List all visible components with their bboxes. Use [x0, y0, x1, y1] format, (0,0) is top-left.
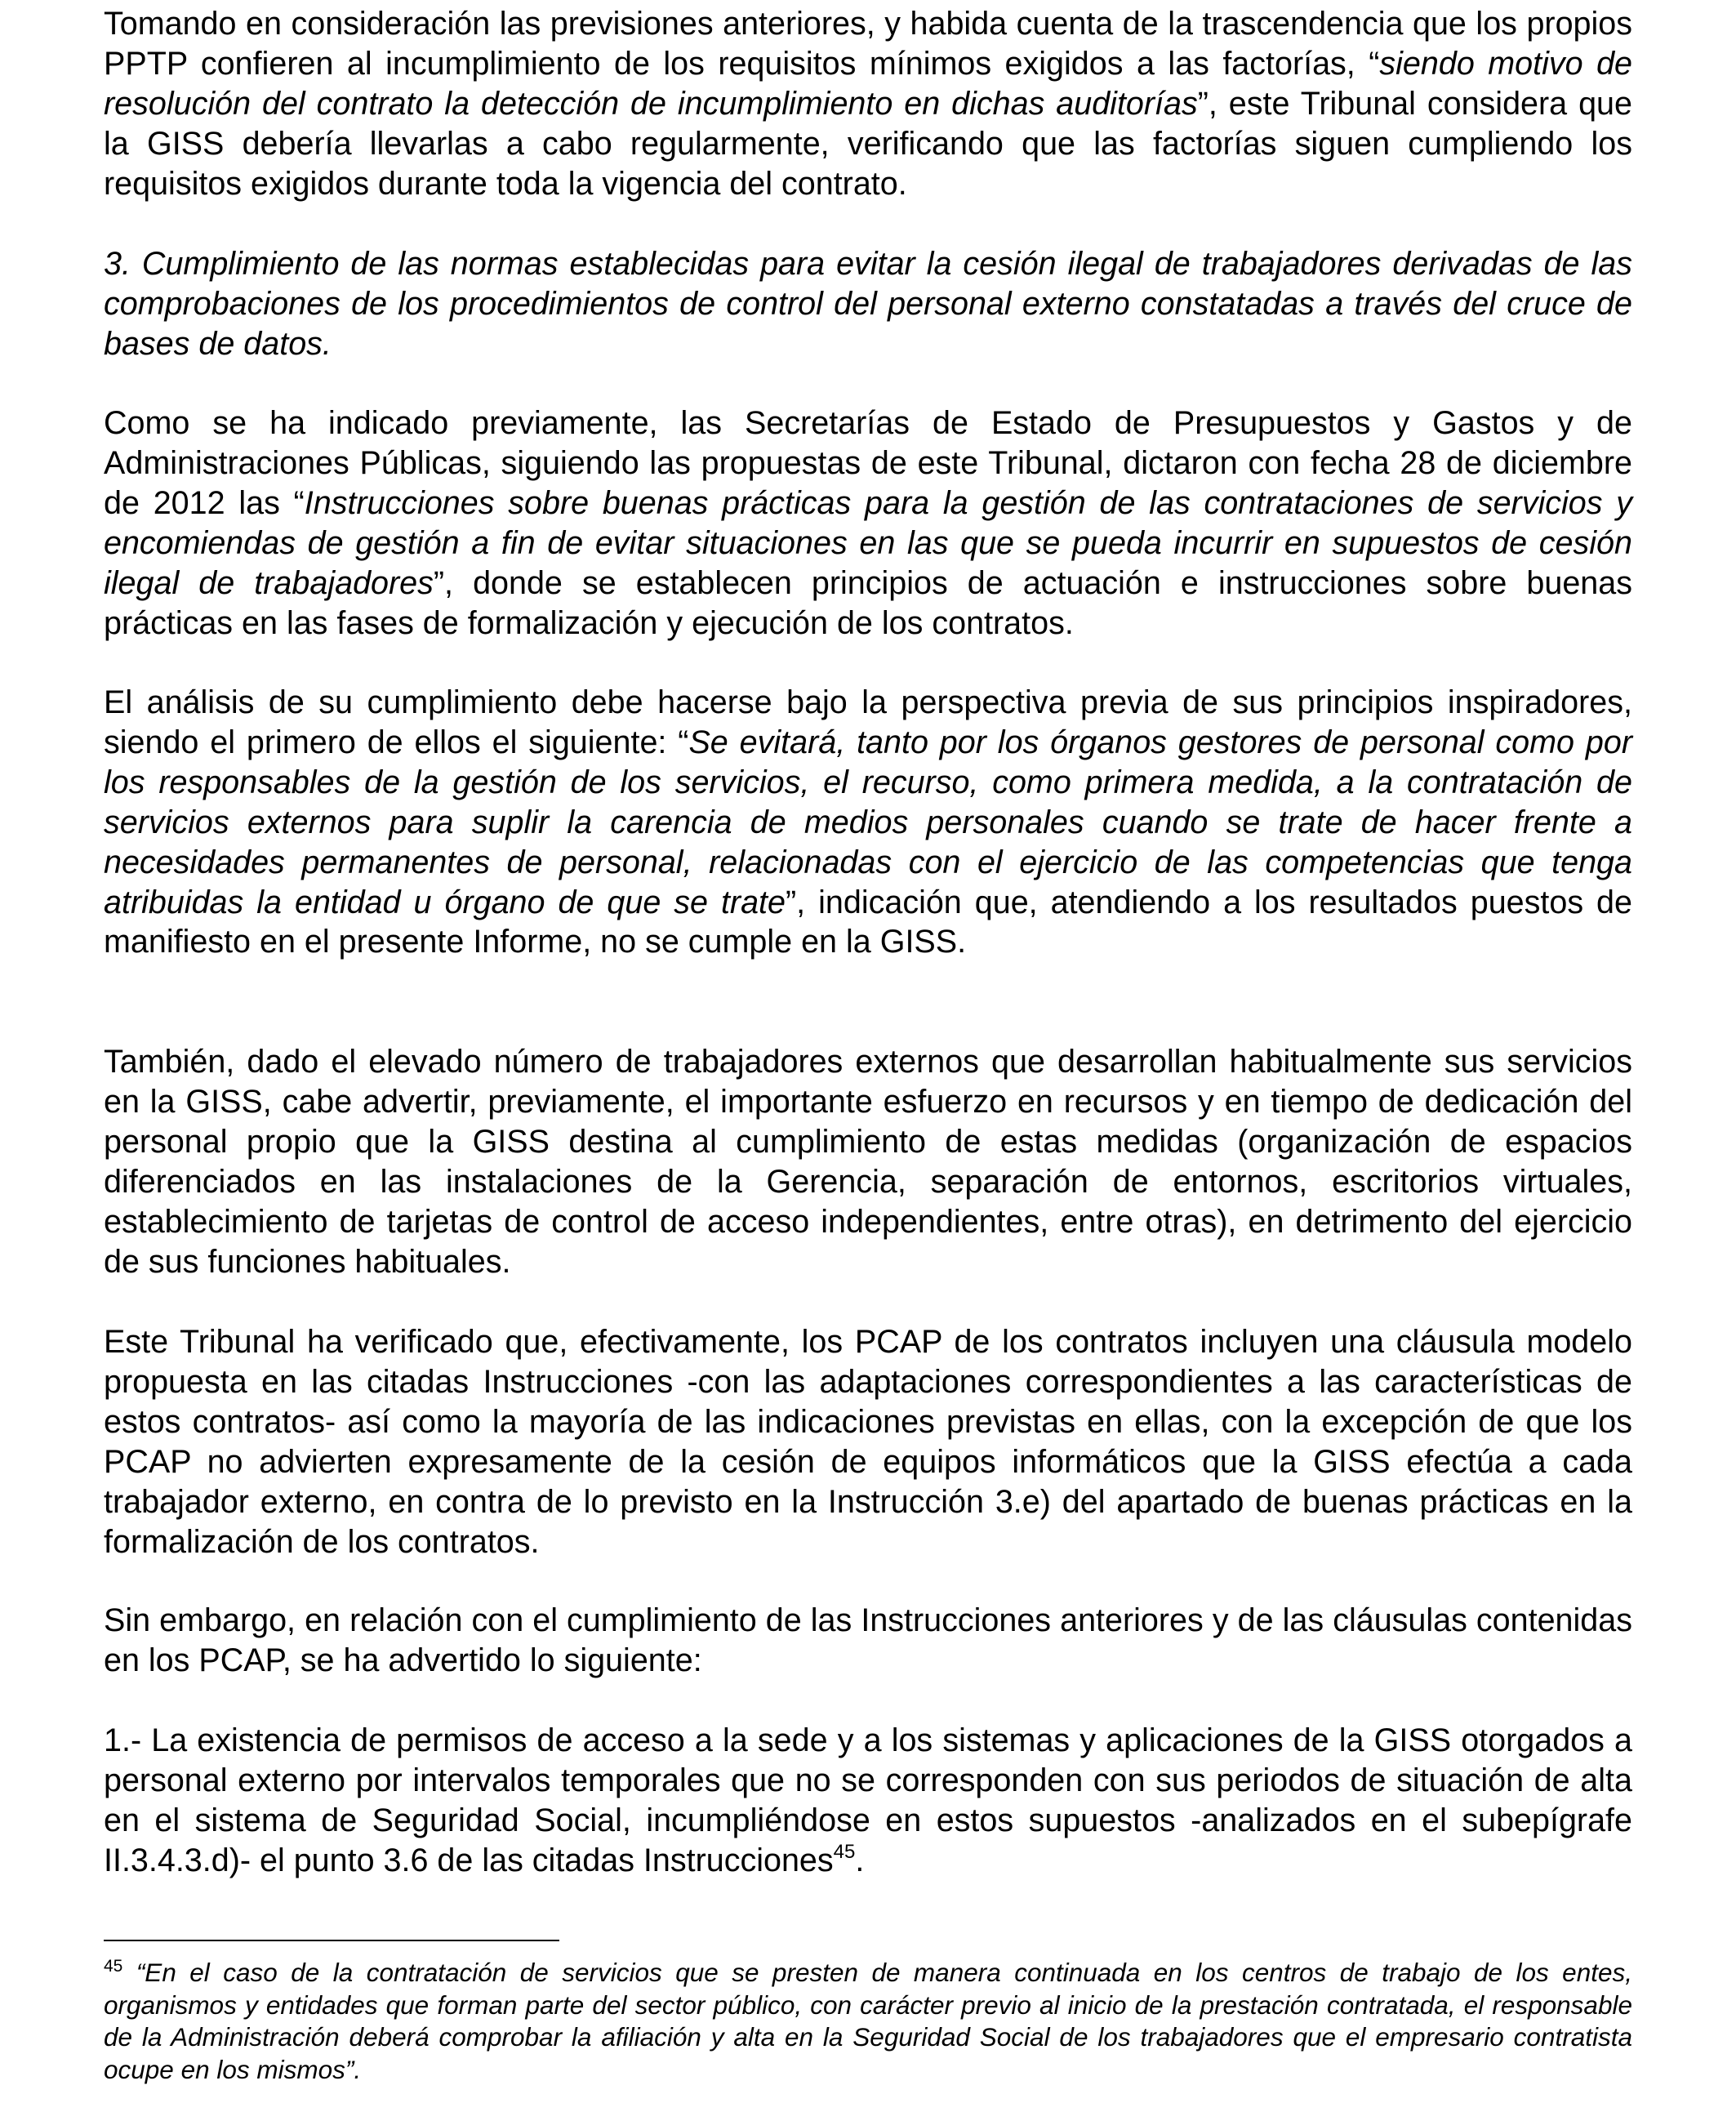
- paragraph-audits: [104, 4, 1632, 204]
- quoted-text: Se evitará, tanto por los órganos gestores de personal como por los responsables de la gestión de los servicios, el recurso, como primera medida, a la contratación de servicios externos para suplir la carencia de medios personales cuando se trate de hacer frente a necesidades permanentes de personal, relacionadas con el ejercicio de las competencias que tenga atribuidas la entidad u órgano de que se trate: [104, 724, 1633, 920]
- footnote-text: “En el caso de la contratación de servicios que se presten de manera continuada en los centros de trabajo de los entes, organismos y entidades que forman parte del sector público, con carácter previo al inicio de la prestación contratada, el responsable de la Administración deberá comprobar la afiliación y alta en la Seguridad Social de los trabajadores que el empresario contratista ocupe en los mismos”.: [104, 1958, 1632, 2084]
- paragraph-text: Tomando en consideración las previsiones anteriores, y habida cuenta de la trascendencia que los propios PPTP confieren al incumplimiento de los requisitos mínimos exigidos a las factorías, “: [104, 6, 1632, 82]
- paragraph-text: ”, este Tribunal considera que la GISS debería llevarlas a cabo regularmente, verificando que las factorías siguen cumpliendo los requisitos exigidos durante toda la vigencia del contrato.: [104, 85, 1632, 202]
- paragraph-text: 1.- La existencia de permisos de acceso a la sede y a los sistemas y aplicaciones de la GISS otorgados a personal externo por intervalos temporales que no se corresponden con sus periodos de situación de alta en el sistema de Seguridad Social, incumpliéndose en estos supuestos -analizados en el subepígrafe II.3.4.3.d)- el punto 3.6 de las citadas Instrucciones: [104, 1722, 1632, 1878]
- paragraph-text: Como se ha indicado previamente, las Secretarías de Estado de Presupuestos y Gastos y de Administraciones Públicas, siguiendo las propuestas de este Tribunal, dictaron con fecha 28 de diciembre de 2012 las “: [104, 405, 1632, 521]
- paragraph-external-workers: [104, 1042, 1632, 1281]
- footnote-number: 45: [104, 1957, 123, 1976]
- paragraph-instructions: [104, 403, 1632, 643]
- footnote-reference[interactable]: 45: [833, 1840, 856, 1863]
- paragraph-pcap-verification: [104, 1322, 1632, 1562]
- paragraph-finding-1: [104, 1721, 1632, 1881]
- paragraph-text: Sin embargo, en relación con el cumplimiento de las Instrucciones anteriores y de las cláusulas contenidas en los PCAP, se ha advertido lo siguiente:: [104, 1602, 1632, 1678]
- paragraph-text: Este Tribunal ha verificado que, efectivamente, los PCAP de los contratos incluyen una cláusula modelo propuesta en las citadas Instrucciones -con las adaptaciones correspondientes a las características de estos contratos- así como la mayoría de las indicaciones previstas en ellas, con la excepción de que los PCAP no advierten expresamente de la cesión de equipos informáticos que la GISS efectúa a cada trabajador externo, en contra de lo previsto en la Instrucción 3.e) del apartado de buenas prácticas en la formalización de los contratos.: [104, 1324, 1632, 1560]
- paragraph-analysis: [104, 683, 1632, 962]
- paragraph-however: [104, 1601, 1632, 1681]
- paragraph-text: .: [855, 1842, 865, 1878]
- quoted-text: Instrucciones sobre buenas prácticas para la gestión de las contrataciones de servicios y encomiendas de gestión a fin de evitar situaciones en las que se pueda incurrir en supuestos de cesión ilegal de trabajadores: [104, 484, 1632, 601]
- paragraph-text: ”, indicación que, atendiendo a los resultados puestos de manifiesto en el presente Informe, no se cumple en la GISS.: [104, 884, 1632, 960]
- section-heading-3: [104, 244, 1632, 364]
- paragraph-text: El análisis de su cumplimiento debe hacerse bajo la perspectiva previa de sus principios inspiradores, siendo el primero de ellos el siguiente: “: [104, 684, 1632, 760]
- footnote-separator: [104, 1940, 559, 1941]
- footnote: [104, 1957, 1632, 2086]
- paragraph-text: También, dado el elevado número de trabajadores externos que desarrollan habitualmente sus servicios en la GISS, cabe advertir, previamente, el importante esfuerzo en recursos y en tiempo de dedicación del personal propio que la GISS destina al cumplimiento de estas medidas (organización de espacios diferenciados en las instalaciones de la Gerencia, separación de entornos, escritorios virtuales, establecimiento de tarjetas de control de acceso independientes, entre otras), en detrimento del ejercicio de sus funciones habituales.: [104, 1044, 1632, 1280]
- paragraph-text: ”, donde se establecen principios de actuación e instrucciones sobre buenas prácticas en las fases de formalización y ejecución de los contratos.: [104, 564, 1632, 641]
- heading-text: 3. Cumplimiento de las normas establecidas para evitar la cesión ilegal de trabajadores derivadas de las comprobaciones de los procedimientos de control del personal externo constatadas a través del cruce de bases de datos.: [104, 246, 1632, 362]
- document-page: [104, 0, 1632, 2103]
- quoted-text: siendo motivo de resolución del contrato la detección de incumplimiento en dichas auditorías: [104, 45, 1633, 122]
